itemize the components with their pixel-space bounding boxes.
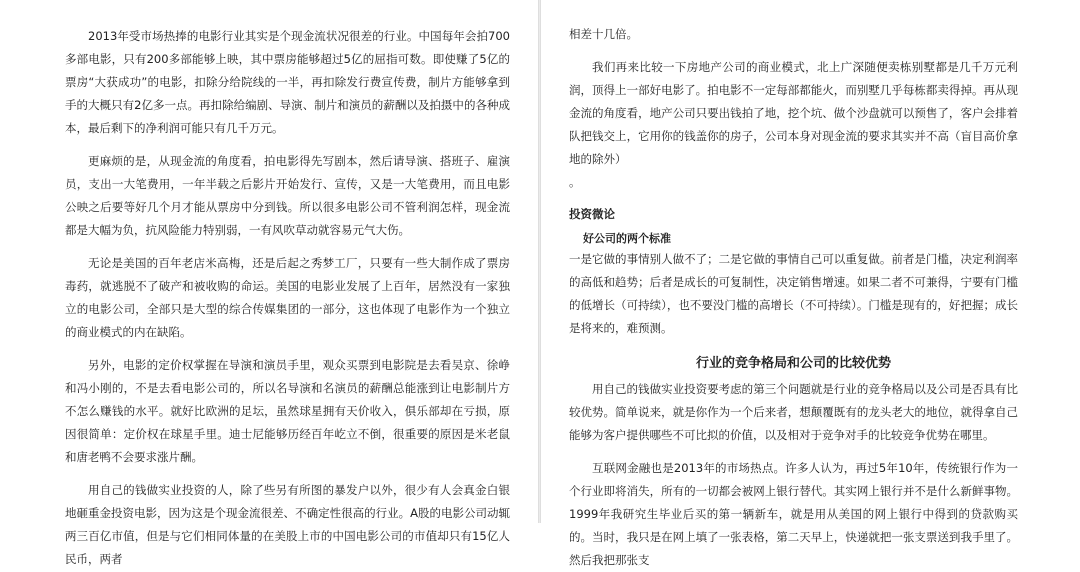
paragraph-cash-flow: 更麻烦的是，从现金流的角度看，拍电影得先写剧本，然后请导演、搭班子、雇演员，支出一大笔费用，一年半载之后影片开始发行、宣传，又是一大笔费用，而且电影公映之后要等好几个月才能从票房中分到钱。所以很多电影公司不管利润怎样，现金流都是大幅为负，抗风险能力特别弱，一有风吹草动就容易元气大伤。 [65,154,510,237]
heading-investment: 投资微论 [569,207,615,221]
paragraph-investment-film: 用自己的钱做实业投资的人，除了些另有所图的暴发户以外，很少有人会真金白银地砸重金投资电影，因为这是个现金流很差、不确定性很高的行业。A股的电影公司动辄两三百亿市值，但是与它们相同体量的在美股上市的中国电影公司的市值却只有15亿人民币，两者 [65,483,510,566]
paragraph-competition: 用自己的钱做实业投资要考虑的第三个问题就是行业的竞争格局以及公司是否具有比较优势。简单说来，就是你作为一个后来者，想颠覆既有的龙头老大的地位，就得拿自己能够为客户提供哪些不可比拟的价值，以及相对于竞争对手的比较竞争优势在哪里。 [569,382,1018,442]
paragraph-real-estate: 我们再来比较一下房地产公司的商业模式，北上广深随便卖栋别墅都是几千万元利润，顶得上一部好电影了。拍电影不一定每部都能火，而别墅几乎每栋都卖得掉。再从现金流的角度看，地产公司只要出钱拍了地，挖个坑、做个沙盘就可以预售了，客户会排着队把钱交上，它用你的钱盖你的房子，公司本身对现金流的要求其实并不高（盲目高价拿地的除外） [569,60,1018,166]
heading-competition: 行业的竞争格局和公司的比较优势 [695,356,891,371]
paragraph-pricing-power: 另外，电影的定价权掌握在导演和演员手里，观众买票到电影院是去看吴京、徐峥和冯小刚的，不是去看电影公司的，所以名导演和名演员的薪酬总能涨到让电影制片方不怎么赚钱的水平。就好比欧洲的足坛，虽然球星拥有天价收入，俱乐部却在亏损，原因很简单：定价权在球星手里。迪士尼能够历经百年屹立不倒，很重要的原因是米老鼠和唐老鸭不会要求涨片酬。 [65,358,510,464]
right-page [541,0,1080,567]
paragraph-film-industry: 2013年受市场热捧的电影行业其实是个现金流状况很差的行业。中国每年会拍700多部电影，只有200多部能够上映，其中票房能够超过5亿的屈指可数。即使赚了5亿的票房“大获成功”的电影，扣除分给院线的一半，再扣除发行费宣传费，制片方能够拿到手的大概只有2亿多一点。再扣除给编剧、导演、制片和演员的薪酬以及拍摄中的各种成本，最后剩下的净利润可能只有几千万元。 [65,29,510,135]
subheading-good-company-standards: 好公司的两个标准 [583,232,671,245]
left-page [0,0,538,566]
paragraph-real-estate-end: 。 [569,175,581,189]
paragraph-mgm-dreamworks: 无论是美国的百年老店米高梅，还是后起之秀梦工厂，只要有一些大制作成了票房毒药，就逃脱不了破产和被收购的命运。美国的电影业发展了上百年，居然没有一家独立的电影公司，全部只是大型的综合传媒集团的一部分，这也体现了电影作为一个独立的商业模式的内在缺陷。 [65,256,510,339]
paragraph-standards: 一是它做的事情别人做不了；二是它做的事情自己可以重复做。前者是门槛，决定利润率的高低和趋势；后者是成长的可复制性，决定销售增速。如果二者不可兼得，宁要有门槛的低增长（可持续），也不要没门槛的高增长（不可持续）。门槛是现有的，好把握；成长是将来的，难预测。 [569,252,1018,335]
paragraph-internet-finance: 互联网金融也是2013年的市场热点。许多人认为，再过5年10年，传统银行作为一个行业即将消失，所有的一切都会被网上银行替代。其实网上银行并不是什么新鲜事物。1999年我研究生毕业后买的第一辆新车，就是用从美国的网上银行中得到的贷款购买的。当时，我只是在网上填了一张表格，第二天早上，快递就把一张支票送到我手里了。然后我把那张支 [569,461,1018,567]
paragraph-continuation: 相差十几倍。 [569,27,638,41]
